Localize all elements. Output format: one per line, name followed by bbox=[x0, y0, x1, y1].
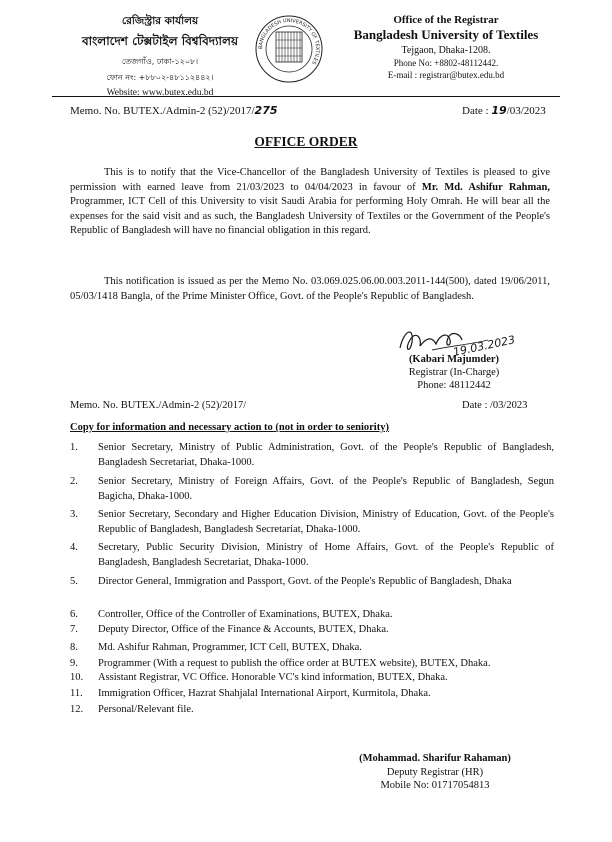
list-text: Senior Secretary, Secondary and Higher Education Division, Ministry of Education, Govt. of the People's Republic of Bangladesh, Bangladesh Secretariat, Dhaka-1000. bbox=[98, 509, 554, 535]
list-text: Immigration Officer, Hazrat Shahjalal International Airport, Kurmitola, Dhaka. bbox=[98, 688, 431, 699]
list-number: 8. bbox=[70, 642, 78, 653]
letterhead-english bbox=[326, 14, 566, 80]
memo-prefix: Memo. No. BUTEX./Admin-2 (52)/2017/ bbox=[70, 105, 255, 117]
list-number: 11. bbox=[70, 688, 83, 699]
signatory-block-deputy-registrar bbox=[340, 752, 530, 793]
list-number: 5. bbox=[70, 576, 78, 587]
list-text: Senior Secretary, Ministry of Public Administration, Govt. of the People's Republic of Bangladesh, Bangladesh Secretariat, Dhaka-1000. bbox=[98, 442, 554, 468]
bn-address: তেজগাঁও, ঢাকা-১২০৮। bbox=[121, 57, 199, 66]
signatory-block-registrar bbox=[384, 353, 524, 392]
bn-phone: ফোন নং: +৮৮০২-৪৮১১২৪৪২। bbox=[106, 73, 214, 82]
employee-name: Mr. Md. Ashifur Rahman, bbox=[421, 181, 550, 193]
memo-date-copy: Date : /03/2023 bbox=[462, 400, 528, 411]
list-text: Personal/Relevant file. bbox=[98, 704, 194, 715]
office-name: Office of the Registrar bbox=[393, 14, 499, 26]
signature-date: 19.03.2023 bbox=[451, 333, 517, 359]
list-text: Secretary, Public Security Division, Ministry of Home Affairs, Govt. of the People's Republic of Bangladesh, Bangladesh Secretariat, Dhaka-1000. bbox=[98, 542, 554, 568]
date-suffix: /03/2023 bbox=[506, 105, 546, 117]
university-seal-icon bbox=[254, 14, 324, 84]
email: E-mail : registrar@butex.edu.bd bbox=[387, 70, 505, 80]
list-number: 12. bbox=[70, 704, 84, 715]
seal-ring-text: BANGLADESH UNIVERSITY OF TEXTILES bbox=[257, 17, 321, 66]
bn-university-name: বাংলাদেশ টেক্সটাইল বিশ্ববিদ্যালয় bbox=[81, 34, 239, 48]
letterhead-divider bbox=[52, 96, 560, 97]
list-number: 10. bbox=[70, 672, 84, 683]
memo-number bbox=[70, 104, 278, 117]
list-text: Programmer (With a request to publish the office order at BUTEX website), BUTEX, Dhaka. bbox=[98, 658, 491, 669]
list-text: Director General, Immigration and Passport, Govt. of the People's Republic of Bangladesh, Dhaka bbox=[98, 576, 512, 587]
order-paragraph bbox=[70, 166, 550, 239]
list-text: Assistant Registrar, VC Office. Honorable VC's kind information, BUTEX, Dhaka. bbox=[98, 672, 448, 683]
phone: Phone No: +8802-48112442. bbox=[393, 58, 499, 68]
para1-text-a: This is to notify that the Vice-Chancellor of the Bangladesh University of Textiles is pleased to give permission with earned leave from 21/03/2023 to 04/04/2023 in favour of bbox=[70, 167, 550, 193]
signatory-designation: Deputy Registrar (HR) bbox=[386, 766, 484, 778]
bn-office-name: রেজিস্ট্রার কার্যালয় bbox=[121, 15, 199, 27]
list-text: Controller, Office of the Controller of Examinations, BUTEX, Dhaka. bbox=[98, 609, 393, 620]
university-name: Bangladesh University of Textiles bbox=[353, 27, 539, 42]
copy-heading: Copy for information and necessary action to (not in order to seniority) bbox=[70, 422, 389, 433]
list-number: 9. bbox=[70, 658, 78, 669]
notification-paragraph: This notification is issued as per the Memo No. 03.069.025.06.00.003.2011-144(500), dated 19/06/2011, 05/03/1418 Bangla, of the Prime Minister Office, Govt. of the People's Republic of Bangladesh. bbox=[70, 276, 550, 302]
document-title: OFFICE ORDER bbox=[254, 134, 358, 149]
list-number: 2. bbox=[70, 476, 78, 487]
letterhead-bengali bbox=[60, 14, 260, 98]
memo-date bbox=[462, 104, 546, 117]
list-text: Deputy Director, Office of the Finance & Accounts, BUTEX, Dhaka. bbox=[98, 624, 389, 635]
memo-handwritten-number: 275 bbox=[254, 104, 278, 117]
para1-text-b: Programmer, ICT Cell of this University to visit Saudi Arabia for performing Holy Omrah. He will bear all the expenses for the said visit and as such, the Bangladesh University of Textiles or the Government of the People's Republic of Bangladesh will have no financial obligation in this regard. bbox=[70, 196, 550, 237]
date-prefix: Date : bbox=[462, 105, 492, 117]
list-number: 1. bbox=[70, 442, 78, 453]
address: Tejgaon, Dhaka-1208. bbox=[401, 45, 491, 56]
list-text: Md. Ashifur Rahman, Programmer, ICT Cell, BUTEX, Dhaka. bbox=[98, 642, 362, 653]
list-number: 7. bbox=[70, 624, 78, 635]
list-number: 3. bbox=[70, 509, 78, 520]
list-text: Senior Secretary, Ministry of Foreign Affairs, Govt. of the People's Republic of Bangladesh, Segun Bagicha, Dhaka-1000. bbox=[98, 476, 554, 502]
signatory-phone: Phone: 48112442 bbox=[417, 380, 491, 391]
signatory-name: (Kabari Majumder) bbox=[408, 354, 500, 365]
signatory-designation: Registrar (In-Charge) bbox=[408, 367, 500, 378]
website: Website: www.butex.edu.bd bbox=[106, 88, 214, 98]
list-number: 6. bbox=[70, 609, 78, 620]
list-number: 4. bbox=[70, 542, 78, 553]
signatory-name: (Mohammad. Sharifur Rahaman) bbox=[359, 753, 511, 764]
memo-number-copy: Memo. No. BUTEX./Admin-2 (52)/2017/ bbox=[70, 400, 247, 411]
signatory-mobile: Mobile No: 01717054813 bbox=[380, 780, 490, 791]
date-handwritten-day: 19 bbox=[491, 104, 507, 117]
